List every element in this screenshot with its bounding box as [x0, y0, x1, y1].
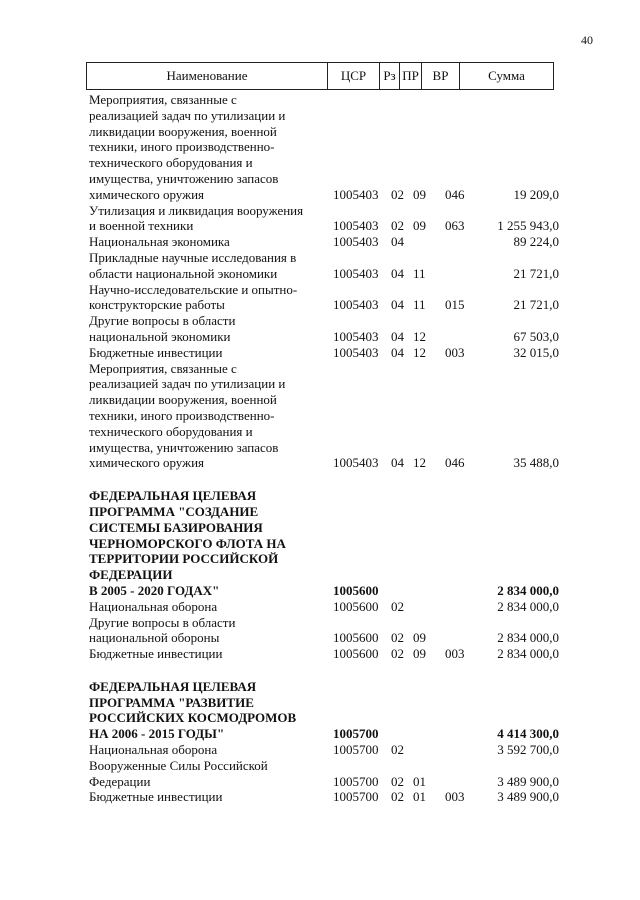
table-row [89, 345, 559, 361]
table-row [89, 92, 559, 203]
row-rz: 04 [391, 234, 404, 250]
row-pr: 09 [413, 186, 426, 202]
row-pr: 09 [413, 646, 426, 662]
row-name-line: Бюджетные инвестиции [89, 789, 223, 805]
row-name-line: реализацией задач по утилизации и [89, 107, 286, 123]
row-name [89, 282, 321, 314]
row-pr: 09 [413, 218, 426, 234]
row-rz: 02 [391, 742, 404, 758]
row-name [89, 758, 321, 790]
table-row [89, 282, 559, 314]
table-row [89, 615, 559, 647]
row-name-line: Федерации [89, 773, 151, 789]
row-csr: 1005403 [333, 265, 379, 281]
row-name-line: химического оружия [89, 186, 205, 202]
row-name [89, 250, 321, 282]
header-csr: ЦСР [327, 63, 379, 89]
table-row [89, 250, 559, 282]
row-name [89, 234, 321, 250]
table-row [89, 599, 559, 615]
row-name-line: химического оружия [89, 455, 205, 471]
table-row [89, 789, 559, 805]
row-name-line: СИСТЕМЫ БАЗИРОВАНИЯ [89, 519, 263, 535]
row-sum: 21 721,0 [513, 265, 559, 281]
row-sum: 19 209,0 [513, 186, 559, 202]
row-pr: 12 [413, 344, 426, 360]
row-pr: 01 [413, 773, 426, 789]
row-name-line: НА 2006 - 2015 ГОДЫ" [89, 726, 225, 742]
row-sum: 1 255 943,0 [497, 218, 559, 234]
row-name-line: ПРОГРАММА "СОЗДАНИЕ [89, 503, 259, 519]
row-name-line: национальной обороны [89, 630, 220, 646]
row-sum: 2 834 000,0 [497, 630, 559, 646]
row-sum: 67 503,0 [513, 328, 559, 344]
header-name: Наименование [166, 68, 248, 83]
row-name-line: Национальная экономика [89, 234, 230, 250]
row-sum: 35 488,0 [513, 455, 559, 471]
row-csr: 1005700 [333, 773, 379, 789]
row-csr: 1005600 [333, 630, 379, 646]
table-row [89, 361, 559, 472]
row-csr: 1005600 [333, 582, 379, 598]
row-sum: 3 489 900,0 [497, 773, 559, 789]
row-csr: 1005403 [333, 218, 379, 234]
table-row [89, 234, 559, 250]
row-name [89, 646, 321, 662]
row-sum: 3 489 900,0 [497, 789, 559, 805]
row-rz: 02 [391, 773, 404, 789]
header-vr: ВР [421, 63, 459, 89]
row-csr: 1005403 [333, 186, 379, 202]
row-csr: 1005403 [333, 297, 379, 313]
row-name-line: национальной экономики [89, 328, 231, 344]
row-vr: 003 [445, 789, 465, 805]
row-name-line: Прикладные научные исследования в [89, 249, 297, 265]
row-rz: 04 [391, 344, 404, 360]
row-sum: 2 834 000,0 [497, 598, 559, 614]
row-name [89, 679, 321, 742]
row-csr: 1005600 [333, 646, 379, 662]
row-name-line: В 2005 - 2020 ГОДАХ" [89, 582, 220, 598]
row-name-line: РОССИЙСКИХ КОСМОДРОМОВ [89, 710, 297, 726]
row-name-line: Национальная оборона [89, 598, 218, 614]
row-csr: 1005403 [333, 328, 379, 344]
row-pr: 11 [413, 297, 426, 313]
row-name [89, 203, 321, 235]
row-name-line: Мероприятия, связанные с [89, 92, 237, 107]
row-name-line: конструкторские работы [89, 297, 225, 313]
row-name-line: Научно-исследовательские и опытно- [89, 281, 298, 297]
row-name-line: ФЕДЕРАЛЬНАЯ ЦЕЛЕВАЯ [89, 488, 257, 504]
row-name-line: области национальной экономики [89, 265, 278, 281]
row-name [89, 615, 321, 647]
row-name-line: Национальная оборона [89, 742, 218, 758]
row-sum: 2 834 000,0 [497, 646, 559, 662]
row-name [89, 313, 321, 345]
table-header [86, 62, 554, 90]
row-name-line: Мероприятия, связанные с [89, 360, 237, 376]
row-name-line: Бюджетные инвестиции [89, 344, 223, 360]
row-rz: 02 [391, 789, 404, 805]
row-rz: 02 [391, 218, 404, 234]
row-rz: 02 [391, 630, 404, 646]
row-sum: 4 414 300,0 [497, 726, 559, 742]
row-vr: 003 [445, 344, 465, 360]
row-name-line: ликвидации вооружения, военной [89, 123, 277, 139]
row-name [89, 742, 321, 758]
row-rz: 04 [391, 297, 404, 313]
row-name-line: реализацией задач по утилизации и [89, 376, 286, 392]
table-row [89, 742, 559, 758]
row-vr: 046 [445, 455, 465, 471]
row-name [89, 599, 321, 615]
row-vr: 046 [445, 186, 465, 202]
row-sum: 89 224,0 [513, 234, 559, 250]
row-csr: 1005600 [333, 598, 379, 614]
row-pr: 01 [413, 789, 426, 805]
row-pr: 12 [413, 328, 426, 344]
row-csr: 1005700 [333, 742, 379, 758]
row-csr: 1005403 [333, 234, 379, 250]
row-name-line: ФЕДЕРАЦИИ [89, 567, 173, 583]
row-csr: 1005700 [333, 726, 379, 742]
row-csr: 1005700 [333, 789, 379, 805]
row-name-line: техники, иного производственно- [89, 139, 275, 155]
row-name-line: и военной техники [89, 218, 194, 234]
row-pr: 11 [413, 265, 426, 281]
row-sum: 2 834 000,0 [497, 582, 559, 598]
header-rz: Рз [379, 63, 399, 89]
row-rz: 02 [391, 598, 404, 614]
row-name-line: ФЕДЕРАЛЬНАЯ ЦЕЛЕВАЯ [89, 678, 257, 694]
row-csr: 1005403 [333, 344, 379, 360]
row-rz: 02 [391, 646, 404, 662]
row-csr: 1005403 [333, 455, 379, 471]
row-name [89, 361, 321, 472]
header-sum: Сумма [459, 63, 553, 89]
table-row [89, 646, 559, 662]
row-rz: 04 [391, 328, 404, 344]
page-number: 40 [581, 33, 593, 47]
row-name-line: ПРОГРАММА "РАЗВИТИЕ [89, 694, 254, 710]
table-row [89, 679, 559, 742]
row-name [89, 488, 321, 599]
table-row [89, 488, 559, 599]
table-row [89, 203, 559, 235]
row-name-line: Другие вопросы в области [89, 313, 236, 329]
row-name-line: Другие вопросы в области [89, 614, 236, 630]
row-pr: 09 [413, 630, 426, 646]
row-name-line: технического оборудования и [89, 155, 253, 171]
row-rz: 02 [391, 186, 404, 202]
header-pr: ПР [399, 63, 421, 89]
row-name [89, 92, 321, 203]
row-name [89, 789, 321, 805]
row-rz: 04 [391, 455, 404, 471]
row-vr: 015 [445, 297, 465, 313]
row-rz: 04 [391, 265, 404, 281]
row-name [89, 345, 321, 361]
row-sum: 21 721,0 [513, 297, 559, 313]
row-name-line: ТЕРРИТОРИИ РОССИЙСКОЙ [89, 551, 279, 567]
table-row [89, 758, 559, 790]
row-name-line: имущества, уничтожению запасов [89, 170, 279, 186]
table-row [89, 313, 559, 345]
row-name-line: Утилизация и ликвидация вооружения [89, 202, 304, 218]
row-vr: 003 [445, 646, 465, 662]
row-pr: 12 [413, 455, 426, 471]
row-sum: 3 592 700,0 [497, 742, 559, 758]
row-vr: 063 [445, 218, 465, 234]
table-body [89, 92, 559, 805]
row-name-line: ЧЕРНОМОРСКОГО ФЛОТА НА [89, 535, 286, 551]
row-name-line: Бюджетные инвестиции [89, 646, 223, 662]
row-name-line: имущества, уничтожению запасов [89, 439, 279, 455]
row-name-line: техники, иного производственно- [89, 407, 275, 423]
row-name-line: технического оборудования и [89, 423, 253, 439]
row-sum: 32 015,0 [513, 344, 559, 360]
row-name-line: ликвидации вооружения, военной [89, 392, 277, 408]
row-name-line: Вооруженные Силы Российской [89, 757, 268, 773]
